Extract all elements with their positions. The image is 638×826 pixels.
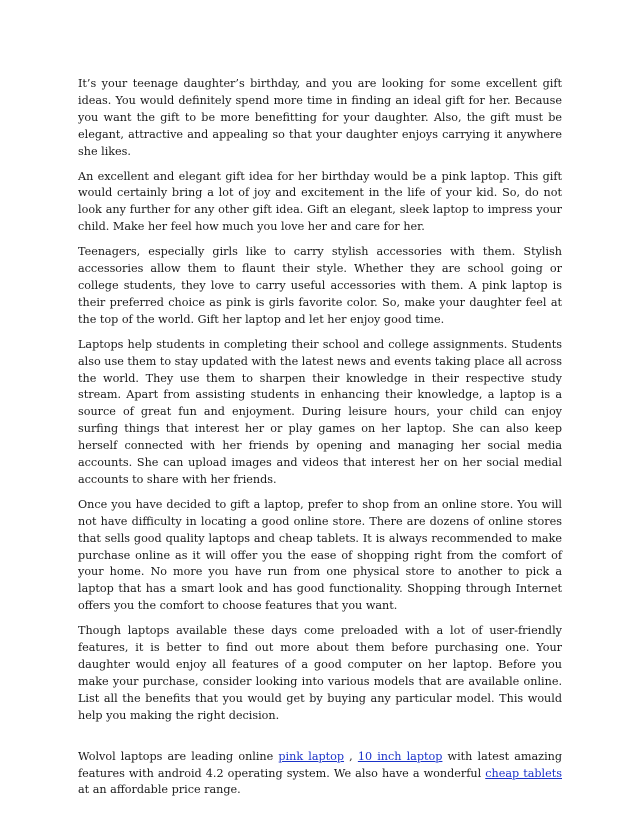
closing-text-2: ,: [344, 749, 358, 763]
paragraph-pink-laptop-gift: An excellent and elegant gift idea for her birthday would be a pink laptop. This gift would certainly bring a lot of joy and excitement in the life of your kid. So, do not look any further for any other gift idea. Gift an elegant, sleek laptop to impress your child. Make her feel how much you love her and care for her.: [78, 169, 562, 234]
cheap-tablets-link[interactable]: cheap tablets: [485, 766, 562, 780]
paragraph-stylish-accessories: Teenagers, especially girls like to carry stylish accessories with them. Stylish accessories allow them to flaunt their style. Whether they are school going or college students, they love to carry useful accessories with them. A pink laptop is their preferred choice as pink is girls favorite color. So, make your daughter feel at the top of the world. Gift her laptop and let her enjoy good time.: [78, 245, 562, 326]
closing-text-1: Wolvol laptops are leading online: [78, 749, 279, 763]
pink-laptop-link[interactable]: pink laptop: [278, 749, 345, 763]
closing-text-4: at an affordable price range.: [78, 783, 241, 797]
document-page: [78, 76, 562, 807]
closing-text-3: with latest amazing features with android 4.2 operating system. We also have a wonderful: [78, 749, 563, 780]
paragraph-laptops-help-students: Laptops help students in completing their school and college assignments. Students also use them to stay updated with the latest news and events taking place all across the world. They use them to sharpen their knowledge in their respective study stream. Apart from assisting students in enhancing their knowledge, a laptop is a source of great fun and enjoyment. During leisure hours, your child can enjoy surfing things that interest her or play games on her laptop. She can also keep herself connected with her friends by opening and managing her social media accounts. She can upload images and videos that interest her on her social medial accounts to share with her friends.: [78, 337, 562, 486]
paragraph-research-features: Though laptops available these days come preloaded with a lot of user-friendly features, it is better to find out more about them before purchasing one. Your daughter would enjoy all features of a good computer on her laptop. Before you make your purchase, consider looking into various models that are available online. List all the benefits that you would get by buying any particular model. This would help you making the right decision.: [78, 624, 562, 722]
paragraph-shop-online: Once you have decided to gift a laptop, prefer to shop from an online store. You will not have difficulty in locating a good online store. There are dozens of online stores that sells good quality laptops and cheap tablets. It is always recommended to make purchase online as it will offer you the ease of shopping right from the comfort of your home. No more you have run from one physical store to another to pick a laptop that has a smart look and has good functionality. Shopping through Internet offers you the comfort to choose features that you want.: [78, 497, 562, 613]
paragraph-birthday-intro: It’s your teenage daughter’s birthday, and you are looking for some excellent gift ideas. You would definitely spend more time in finding an ideal gift for her. Because you want the gift to be more benefitting for your daughter. Also, the gift must be elegant, attractive and appealing so that your daughter enjoys carrying it anywhere she likes.: [78, 77, 562, 158]
paragraph-closing-promo: [78, 749, 562, 800]
10-inch-laptop-link[interactable]: 10 inch laptop: [357, 749, 443, 763]
